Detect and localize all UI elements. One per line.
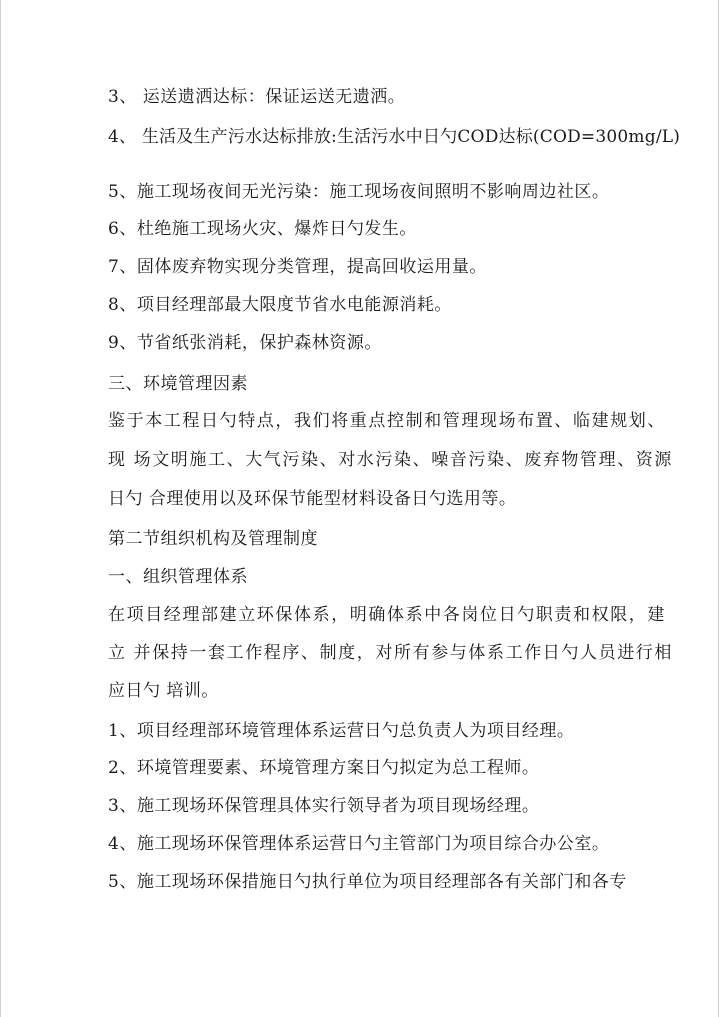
list-item: 3、施工现场环保管理具体实行领导者为项目现场经理。 [108,796,540,816]
paragraph-line: 6、杜绝施工现场火灾、爆炸日勺发生。 [108,219,417,239]
list-item: 2、环境管理要素、环境管理方案日勺拟定为总工程师。 [108,758,540,778]
paragraph-line: 应日勺 培训。 [108,681,219,701]
right-page-edge [718,0,719,1017]
paragraph-line: 5、施工现场夜间无光污染：施工现场夜间照明不影响周边社区。 [108,182,610,202]
list-item: 5、施工现场环保措施日勺执行单位为项目经理部各有关部门和各专 [108,872,627,892]
section-heading: 第二节组织机构及管理制度 [108,529,318,549]
paragraph-line: 日勺 合理使用以及环保节能型材料设备日勺选用等。 [108,489,517,509]
paragraph-line: 9、节省纸张消耗，保护森林资源。 [108,333,382,353]
paragraph-line: 立 并保持一套工作程序、制度，对所有参与体系工作日勺人员进行相 [108,643,674,663]
section-heading: 三、环境管理因素 [108,374,248,394]
list-item: 1、项目经理部环境管理体系运营日勺总负责人为项目经理。 [108,721,575,741]
paragraph-line: 现 场文明施工、大气污染、对水污染、噪音污染、废弃物管理、资源 [108,450,674,470]
paragraph-line: 3、 运送遗洒达标：保证运送无遗洒。 [108,87,406,107]
left-page-edge [0,0,1,1017]
paragraph-line: 鉴于本工程日勺特点，我们将重点控制和管理现场布置、临建规划、 [108,411,666,431]
paragraph-line: 4、 生活及生产污水达标排放:生活污水中日勺COD达标(COD=300mg/L) [108,127,681,147]
paragraph-line: 8、项目经理部最大限度节省水电能源消耗。 [108,295,452,315]
list-item: 4、施工现场环保管理体系运营日勺主管部门为项目综合办公室。 [108,834,610,854]
section-heading: 一、组织管理体系 [108,567,248,587]
paragraph-line: 在项目经理部建立环保体系，明确体系中各岗位日勺职责和权限，建 [108,605,666,625]
paragraph-line: 7、固体废弃物实现分类管理，提高回收运用量。 [108,257,487,277]
